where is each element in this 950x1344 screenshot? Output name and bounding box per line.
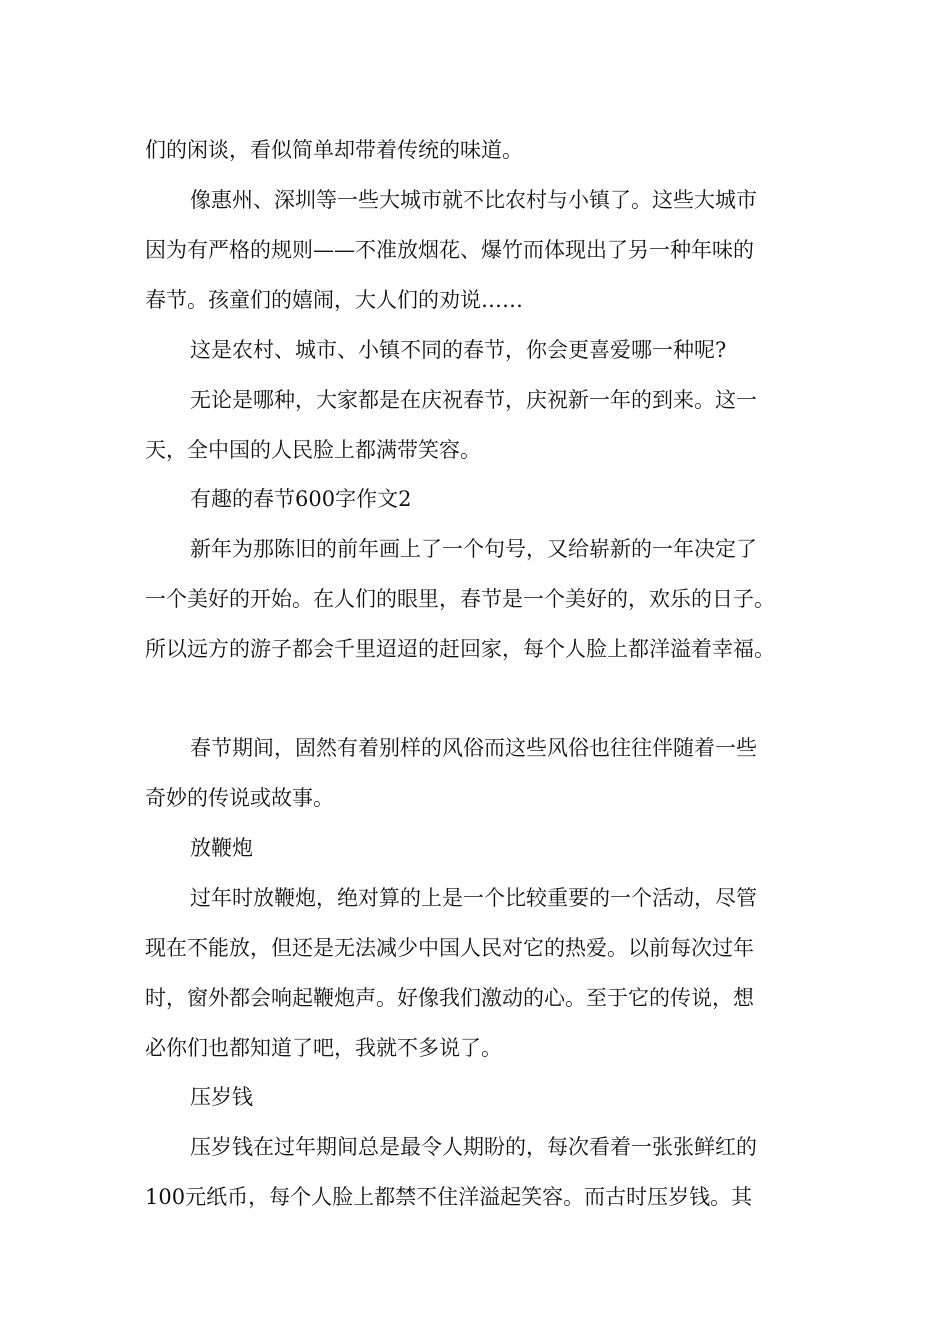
text-line-5: 这是农村、城市、小镇不同的春节，你会更喜爱哪一种呢? [190, 338, 727, 362]
text-line-6: 无论是哪种，大家都是在庆祝春节，庆祝新一年的到来。这一 [190, 388, 757, 412]
text-line-2: 像惠州、深圳等一些大城市就不比农村与小镇了。这些大城市 [190, 188, 757, 212]
text-line-15: 过年时放鞭炮，绝对算的上是一个比较重要的一个活动，尽管 [190, 886, 757, 910]
text-line-13: 奇妙的传说或故事。 [145, 786, 334, 810]
subheading-lucky-money: 压岁钱 [190, 1085, 253, 1109]
text-line-11: 所以远方的游子都会千里迢迢的赶回家，每个人脸上都洋溢着幸福。 [145, 637, 775, 661]
subheading-firecrackers: 放鞭炮 [190, 836, 253, 860]
text-line-3: 因为有严格的规则——不准放烟花、爆竹而体现出了另一种年味的 [145, 238, 754, 262]
text-line-1: 们的闲谈，看似简单却带着传统的味道。 [145, 138, 523, 162]
text-line-9: 新年为那陈旧的前年画上了一个句号，又给崭新的一年决定了 [190, 537, 757, 561]
text-line-4: 春节。孩童们的嬉闹，大人们的劝说…… [145, 288, 523, 312]
text-line-7: 天，全中国的人民脸上都满带笑容。 [145, 438, 481, 462]
text-line-18: 必你们也都知道了吧，我就不多说了。 [145, 1036, 502, 1060]
section-heading-essay-2: 有趣的春节600字作文2 [190, 487, 412, 511]
text-line-12: 春节期间，固然有着别样的风俗而这些风俗也往往伴随着一些 [190, 736, 757, 760]
text-line-20: 压岁钱在过年期间总是最令人期盼的，每次看着一张张鲜红的 [190, 1135, 757, 1159]
text-line-21: 100元纸币，每个人脸上都禁不住洋溢起笑容。而古时压岁钱。其 [145, 1185, 753, 1209]
text-line-16: 现在不能放，但还是无法减少中国人民对它的热爱。以前每次过年 [145, 936, 754, 960]
text-line-10: 一个美好的开始。在人们的眼里，春节是一个美好的，欢乐的日子。 [145, 587, 775, 611]
text-line-17: 时，窗外都会响起鞭炮声。好像我们激动的心。至于它的传说，想 [145, 986, 754, 1010]
